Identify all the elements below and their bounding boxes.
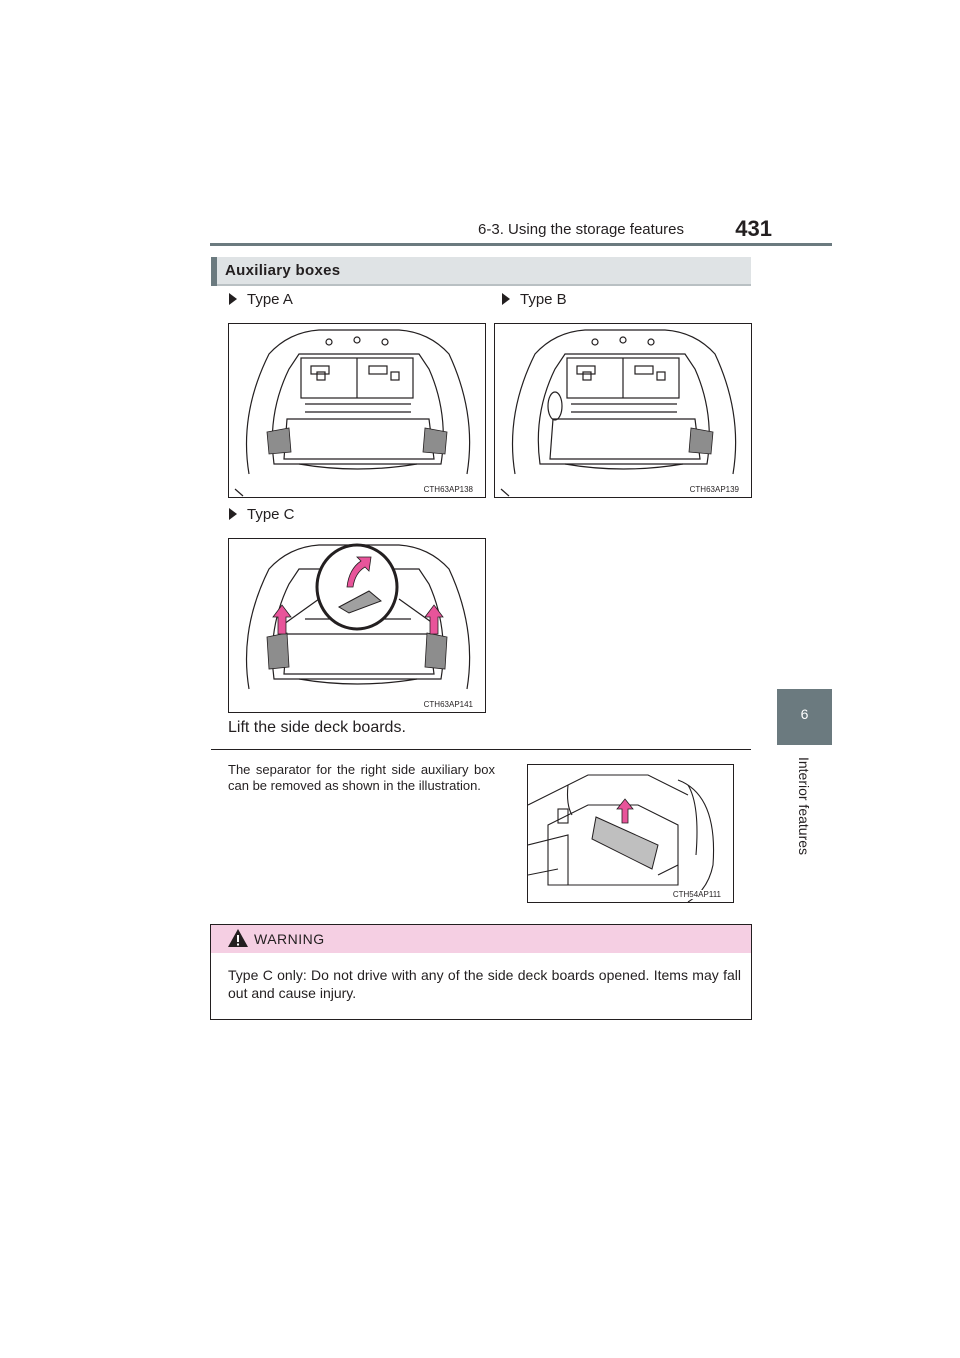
figure-type-b [494, 323, 752, 498]
body-paragraph: The separator for the right side auxiliary box can be removed as shown in the illustration. [228, 762, 495, 793]
section-title: Auxiliary boxes [225, 262, 341, 279]
caption-rule [211, 749, 751, 750]
figure-code: CTH63AP139 [689, 485, 739, 494]
type-a-label: Type A [229, 291, 293, 308]
triangle-bullet-icon [502, 293, 510, 305]
cargo-area-illustration-icon [229, 324, 485, 497]
warning-text: Type C only: Do not drive with any of the side deck boards opened. Items may fall out and cause injury. [228, 967, 741, 1001]
type-b-label: Type B [502, 291, 567, 308]
triangle-bullet-icon [229, 508, 237, 520]
page-number: 431 [735, 216, 772, 241]
figure-type-c [228, 538, 486, 713]
figure-code: CTH54AP111 [672, 890, 721, 899]
header-rule [210, 243, 832, 246]
section-title-accent [211, 257, 217, 286]
cargo-area-lift-illustration-icon [229, 539, 485, 712]
figure-caption: Lift the side deck boards. [228, 719, 406, 736]
figure-separator [527, 764, 734, 903]
chapter-title: Interior features [796, 756, 812, 856]
figure-code: CTH63AP141 [423, 700, 473, 709]
type-c-label: Type C [229, 506, 295, 523]
cargo-area-illustration-icon [495, 324, 751, 497]
figure-code: CTH63AP138 [423, 485, 473, 494]
warning-title: WARNING [254, 931, 325, 947]
figure-type-a [228, 323, 486, 498]
chapter-number: 6 [800, 706, 809, 722]
separator-removal-illustration-icon [528, 765, 733, 902]
header-section-title: 6-3. Using the storage features [478, 221, 684, 238]
warning-triangle-icon [227, 928, 249, 948]
triangle-bullet-icon [229, 293, 237, 305]
